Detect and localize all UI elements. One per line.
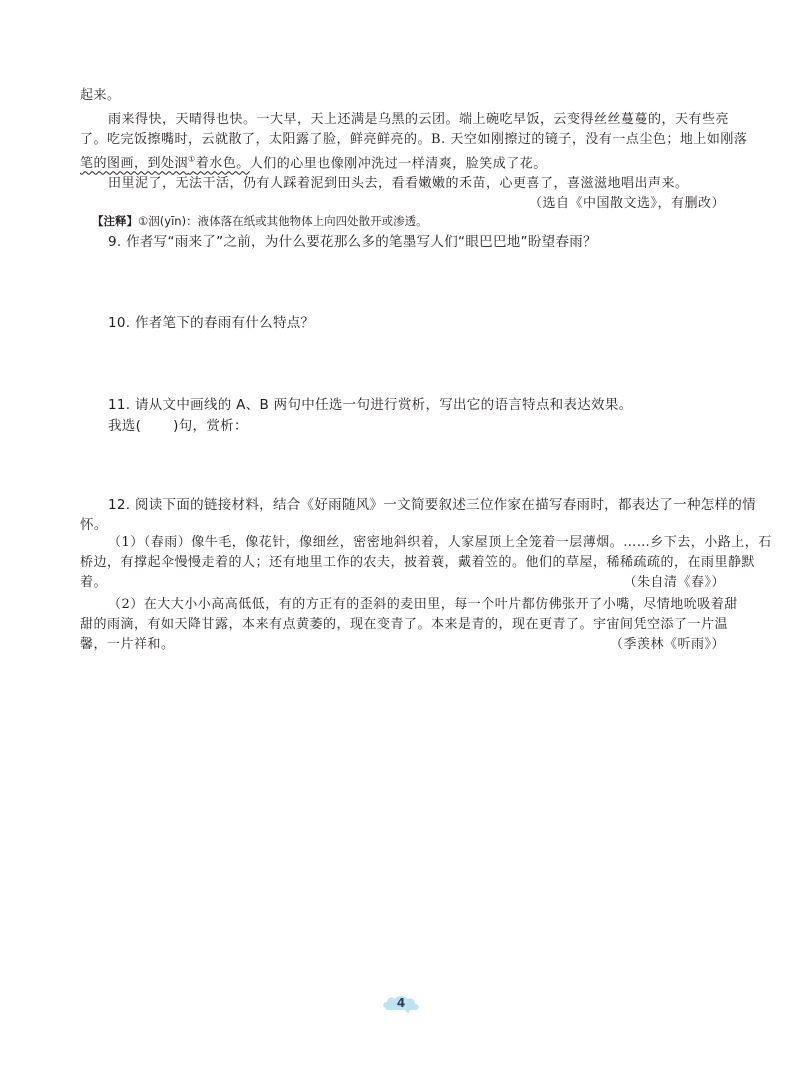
link-line: （1）（春雨）像牛毛，像花针，像细丝，密密地斜织着，人家屋顶上全笼着一层薄烟。……乡下去，小路上，石 (108, 535, 772, 550)
question-10: 10. 作者笔下的春雨有什么特点？ (108, 315, 315, 331)
underlined-sentence-b: 笔的图画，到处洇①着水色。 (80, 155, 250, 172)
page-number: 4 (396, 996, 406, 1010)
question-12-cont: 怀。 (80, 517, 108, 533)
page-number-badge (380, 992, 422, 1016)
question-12: 12. 阅读下面的链接材料，结合《好雨随风》一文简要叙述三位作家在描写春雨时，都表达了一种怎样的情 (108, 497, 756, 513)
passage-line: 笔的图画，到处洇①着水色。人们的心里也像刚冲洗过一样清爽，脸笑成了花。 (80, 155, 547, 172)
question-9: 9. 作者写“雨来了”之前，为什么要花那么多的笔墨写人们“眼巴巴地”盼望春雨？ (108, 234, 597, 250)
question-11-answer-line: 我选( )句，赏析： (108, 418, 248, 434)
link-source: （季羡林《听雨》） (609, 637, 725, 652)
passage (80, 86, 725, 106)
link-source: （朱自清《春》） (623, 575, 725, 590)
link-material-2 (80, 595, 738, 655)
passage-source: （选自《中国散文选》，有删改） (528, 196, 725, 211)
link-line: 桥边，有撑起伞慢慢走着的人；还有地里工作的农夫，披着蓑，戴着笠的。他们的草屋，稀稀疏疏的，在雨里静默 (80, 555, 756, 570)
link-material-1 (80, 533, 772, 593)
passage-paragraph-2 (80, 174, 725, 214)
link-line: 甜的雨滴，有如天降甘露，本来有点黄萎的，现在变青了。本来是青的，现在更青了。宇宙间凭空添了一片温 (80, 617, 729, 632)
footnote-marker: ① (188, 155, 196, 164)
link-line: （2）在大大小小高高低低，有的方正有的歪斜的麦田里，每一个叶片都仿佛张开了小嘴，尽情地吮吸着甜 (108, 597, 738, 612)
question-11: 11. 请从文中画线的 A、B 两句中任选一句进行赏析，写出它的语言特点和表达效果。 (108, 397, 633, 413)
passage-line: 起来。 (80, 88, 121, 103)
footnote: 【注释】①洇(yīn)：液体落在纸或其他物体上向四处散开或渗透。 (92, 214, 428, 228)
link-line: 馨，一片祥和。 （季羡林《听雨》） (80, 635, 725, 655)
passage-line: 田里泥了，无法干活，仍有人踩着泥到田头去，看看嫩嫩的禾苗，心更喜了，喜滋滋地唱出声来。 (108, 176, 689, 191)
passage-line: 了。吃完饭擦嘴时，云就散了，太阳露了脸，鲜亮鲜亮的。B. 天空如刚擦过的镜子，没有一点尘色；地上如刚落 (80, 132, 748, 147)
passage-line: 雨来得快，天晴得也快。一大早，天上还满是乌黑的云团。端上碗吃早饭，云变得丝丝蔓蔓的，天有些亮 (108, 112, 730, 127)
passage-paragraph-1 (80, 110, 748, 172)
link-line: 着。 （朱自清《春》） (80, 573, 725, 593)
